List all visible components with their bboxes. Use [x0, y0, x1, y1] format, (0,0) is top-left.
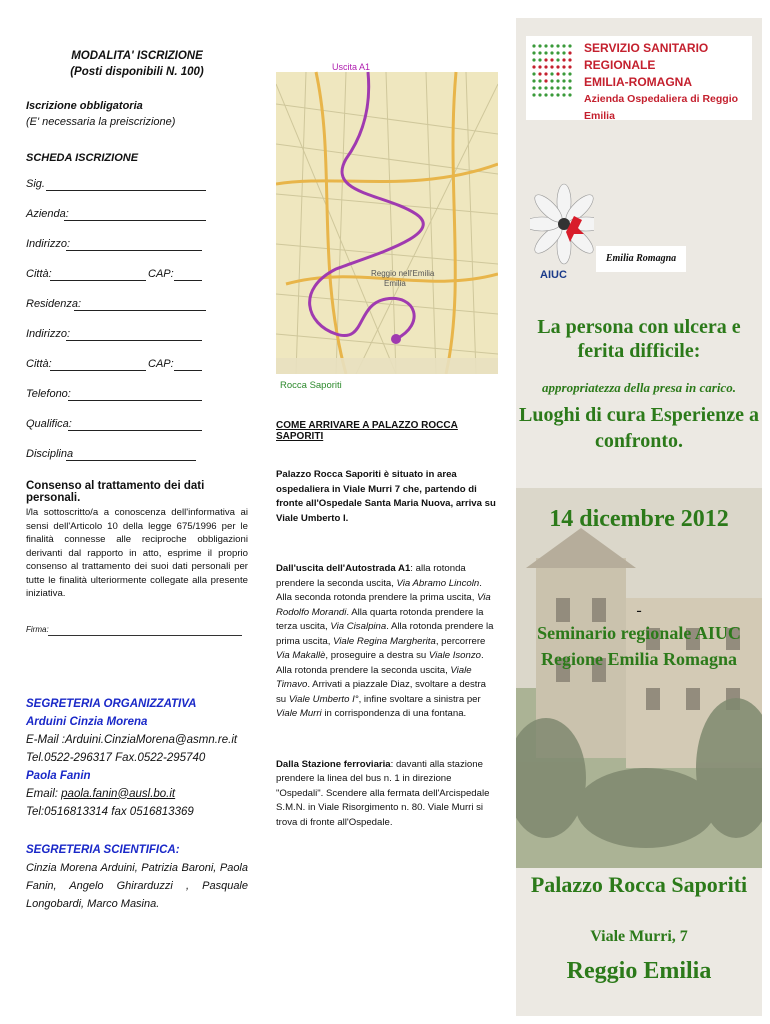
street-name: Via Cisalpina	[330, 621, 387, 632]
field-line-indirizzo-2[interactable]	[66, 340, 202, 341]
aiuc-text: AIUC	[540, 269, 567, 281]
venue-name: Palazzo Rocca Saporiti	[530, 872, 748, 897]
registration-mode-title: MODALITA' ISCRIZIONE	[71, 50, 203, 62]
email-label: Email:	[26, 787, 62, 800]
directions-text: . Alla seconda rotonda prendere la prima uscita,	[276, 577, 482, 603]
field-label-residenza: Residenza:	[26, 298, 82, 310]
field-label-cap: CAP:	[148, 268, 174, 280]
ssr-hospital: Azienda Ospedaliera di Reggio Emilia	[584, 93, 739, 122]
street-name: Viale Isonzo	[428, 650, 481, 661]
contact-email-arduini[interactable]: E-Mail :Arduini.CinziaMorena@asmn.re.it	[26, 733, 238, 746]
directions-from-highway	[276, 562, 498, 722]
ssr-logo-box	[526, 36, 752, 120]
map-label-destination: Rocca Saporiti	[280, 380, 342, 391]
contact-email-fanin[interactable]: paola.fanin@ausl.bo.it	[61, 787, 176, 800]
field-label-citta-2: Città:	[26, 358, 52, 370]
aiuc-flower	[530, 184, 594, 264]
directions-text: . Arrivati a piazzale Diaz, svoltare a destra su	[276, 679, 487, 705]
field-label-indirizzo-2: Indirizzo:	[26, 328, 71, 340]
field-line-residenza[interactable]	[74, 310, 206, 311]
directions-text: , proseguire a destra su	[325, 650, 429, 661]
scientific-secretariat	[26, 841, 248, 913]
cover-panel	[516, 18, 762, 1016]
ssr-dot-grid	[532, 44, 571, 96]
field-line-azienda[interactable]	[64, 220, 206, 221]
consent-text: l/la sottoscritto/a a conoscenza dell'informativa ai sensi dell'Articolo 10 della legge 675/1996 per le finalità connesse alle reciproche obbligazioni derivanti dal rapporto in atto, esprime il proprio consenso al trattamento dei suoi dati personali per tutte le finalità ulteriormente collegate alla presente iniziativa.	[26, 507, 248, 599]
field-line-citta[interactable]	[50, 280, 146, 281]
map-scale-bar	[276, 358, 498, 374]
street-name: Viale Timavo	[276, 664, 472, 690]
field-label-sig: Sig.	[26, 178, 45, 190]
field-line-sig[interactable]	[46, 190, 206, 191]
signature-row[interactable]	[26, 625, 248, 655]
seminar-title: Seminario regionale AIUC Regione Emilia Romagna	[537, 623, 741, 669]
title-subtitle: appropriatezza della presa in carico.	[542, 380, 736, 395]
field-label-telefono: Telefono:	[26, 388, 71, 400]
pre-registration-note: (E' necessaria la preiscrizione)	[26, 116, 176, 128]
field-label-cap-2: CAP:	[148, 358, 174, 370]
highway-lead: Dall'uscita dell'Autostrada A1	[276, 563, 411, 574]
registration-form	[26, 170, 248, 470]
registration-required: Iscrizione obbligatoria	[26, 100, 143, 112]
city-map	[276, 64, 498, 374]
signature-label: Firma:	[26, 624, 49, 634]
form-row-sig[interactable]	[26, 170, 248, 200]
title-main: La persona con ulcera e ferita difficile:	[537, 316, 741, 362]
contact-name-fanin: Paola Fanin	[26, 769, 91, 782]
street-name: Viale Murri	[276, 708, 322, 719]
street-name: Via Makallè	[276, 650, 326, 661]
registration-column	[26, 48, 248, 913]
directions-text: , percorrere	[435, 635, 486, 647]
signature-line[interactable]	[48, 635, 242, 636]
field-label-disciplina: Disciplina	[26, 448, 74, 460]
form-row-disciplina[interactable]	[26, 440, 248, 470]
map-label-exit: Uscita A1	[332, 62, 371, 72]
map-center-label-2: Emilia	[384, 279, 406, 288]
organizing-secretariat-title: SEGRETERIA ORGANIZZATIVA	[26, 697, 197, 710]
venue-address: Viale Murri, 7	[590, 928, 688, 945]
contact-phone-fanin: Tel:0516813314 fax 0516813369	[26, 805, 194, 818]
consent-title: Consenso al trattamento dei dati personali.	[26, 480, 205, 504]
contact-phone-arduini: Tel.0522-296317 Fax.0522-295740	[26, 751, 206, 764]
street-name: Via Rodolfo Morandi	[276, 592, 491, 618]
station-lead: Dalla Stazione ferroviaria	[276, 758, 391, 770]
destination-marker	[391, 334, 401, 344]
field-label-indirizzo: Indirizzo:	[26, 238, 71, 250]
directions-title: COME ARRIVARE A PALAZZO ROCCA SAPORITI	[276, 420, 458, 442]
aiuc-logo-icon	[530, 154, 594, 284]
field-line-disciplina[interactable]	[66, 460, 196, 461]
field-label-qualifica: Qualifica:	[26, 418, 72, 430]
directions-text: , infine svoltare a sinistra per	[358, 693, 481, 705]
field-line-telefono[interactable]	[68, 400, 202, 401]
directions-text: . Alla quarta rotonda prendere la terza uscita,	[276, 606, 484, 632]
form-row-indirizzo[interactable]	[26, 230, 248, 260]
form-row-indirizzo-2[interactable]	[26, 320, 248, 350]
ssr-region: EMILIA-ROMAGNA	[584, 75, 692, 89]
form-row-qualifica[interactable]	[26, 410, 248, 440]
directions-text: in corrispondenza di una fontana.	[321, 708, 467, 719]
directions-column	[276, 64, 498, 830]
title-dash: -	[636, 602, 642, 619]
field-line-cap-2[interactable]	[174, 370, 202, 371]
map-figure	[276, 62, 498, 391]
contact-name-arduini: Arduini Cinzia Morena	[26, 715, 148, 728]
ssr-dots-icon	[528, 36, 582, 120]
venue-city: Reggio Emilia	[566, 958, 712, 984]
map-center-label: Reggio nell'Emilia	[371, 269, 435, 278]
contact-email-fanin-row	[26, 785, 248, 803]
available-places: (Posti disponibili N. 100)	[70, 66, 204, 78]
directions-text: . Alla rotonda prendere la seconda uscita,	[276, 650, 484, 676]
field-line-qualifica[interactable]	[68, 430, 202, 431]
event-date: 14 dicembre 2012	[549, 506, 729, 532]
scientific-secretariat-title: SEGRETERIA SCIENTIFICA:	[26, 843, 180, 856]
form-title: SCHEDA ISCRIZIONE	[26, 152, 139, 164]
street-name: Viale Regina Margherita	[333, 635, 436, 647]
ssr-title: SERVIZIO SANITARIO REGIONALE	[584, 41, 709, 72]
form-row-citta-cap-2[interactable]	[26, 350, 248, 380]
scientific-secretariat-names: Cinzia Morena Arduini, Patrizia Baroni, Paola Fanin, Angelo Ghirarduzzi , Pasquale Longobardi, Marco Masina.	[26, 861, 248, 910]
field-label-azienda: Azienda:	[26, 208, 69, 220]
ssr-logo-text	[584, 40, 752, 125]
emilia-romagna-label: Emilia Romagna	[596, 246, 686, 272]
field-line-indirizzo[interactable]	[66, 250, 202, 251]
street-name: Via Abramo Lincoln	[396, 577, 480, 589]
station-text: : davanti alla stazione prendere la linea del bus n. 1 in direzione "Ospedali". Scendere alla fermata dell'Arcispedale S.M.N. in Viale Risorgimento n. 80. Viale Murri si trova di fronte all'Ospedale.	[276, 758, 490, 828]
palazzo-photo	[516, 488, 762, 868]
photo-fade	[516, 488, 762, 868]
title-luoghi: Luoghi di cura Esperienze a confronto.	[518, 404, 759, 452]
form-row-telefono[interactable]	[26, 380, 248, 410]
form-row-residenza[interactable]	[26, 290, 248, 320]
field-label-citta: Città:	[26, 268, 52, 280]
location-paragraph: Palazzo Rocca Saporiti è situato in area ospedaliera in Viale Murri 7 che, partendo di fronte all'Ospedale Santa Maria Nuova, arriva su Viale Umberto I.	[276, 469, 496, 524]
form-row-citta-cap[interactable]	[26, 260, 248, 290]
organizing-secretariat	[26, 695, 248, 821]
field-line-cap[interactable]	[174, 280, 202, 281]
street-name: Viale Umberto I°	[288, 693, 359, 705]
registration-header	[26, 48, 248, 80]
field-line-citta-2[interactable]	[50, 370, 146, 371]
directions-text: . Alla rotonda prendere la prima uscita,	[276, 621, 494, 647]
directions-text: : alla rotonda prendere la seconda uscita,	[276, 563, 466, 589]
form-row-azienda[interactable]	[26, 200, 248, 230]
directions-from-station	[276, 758, 498, 831]
